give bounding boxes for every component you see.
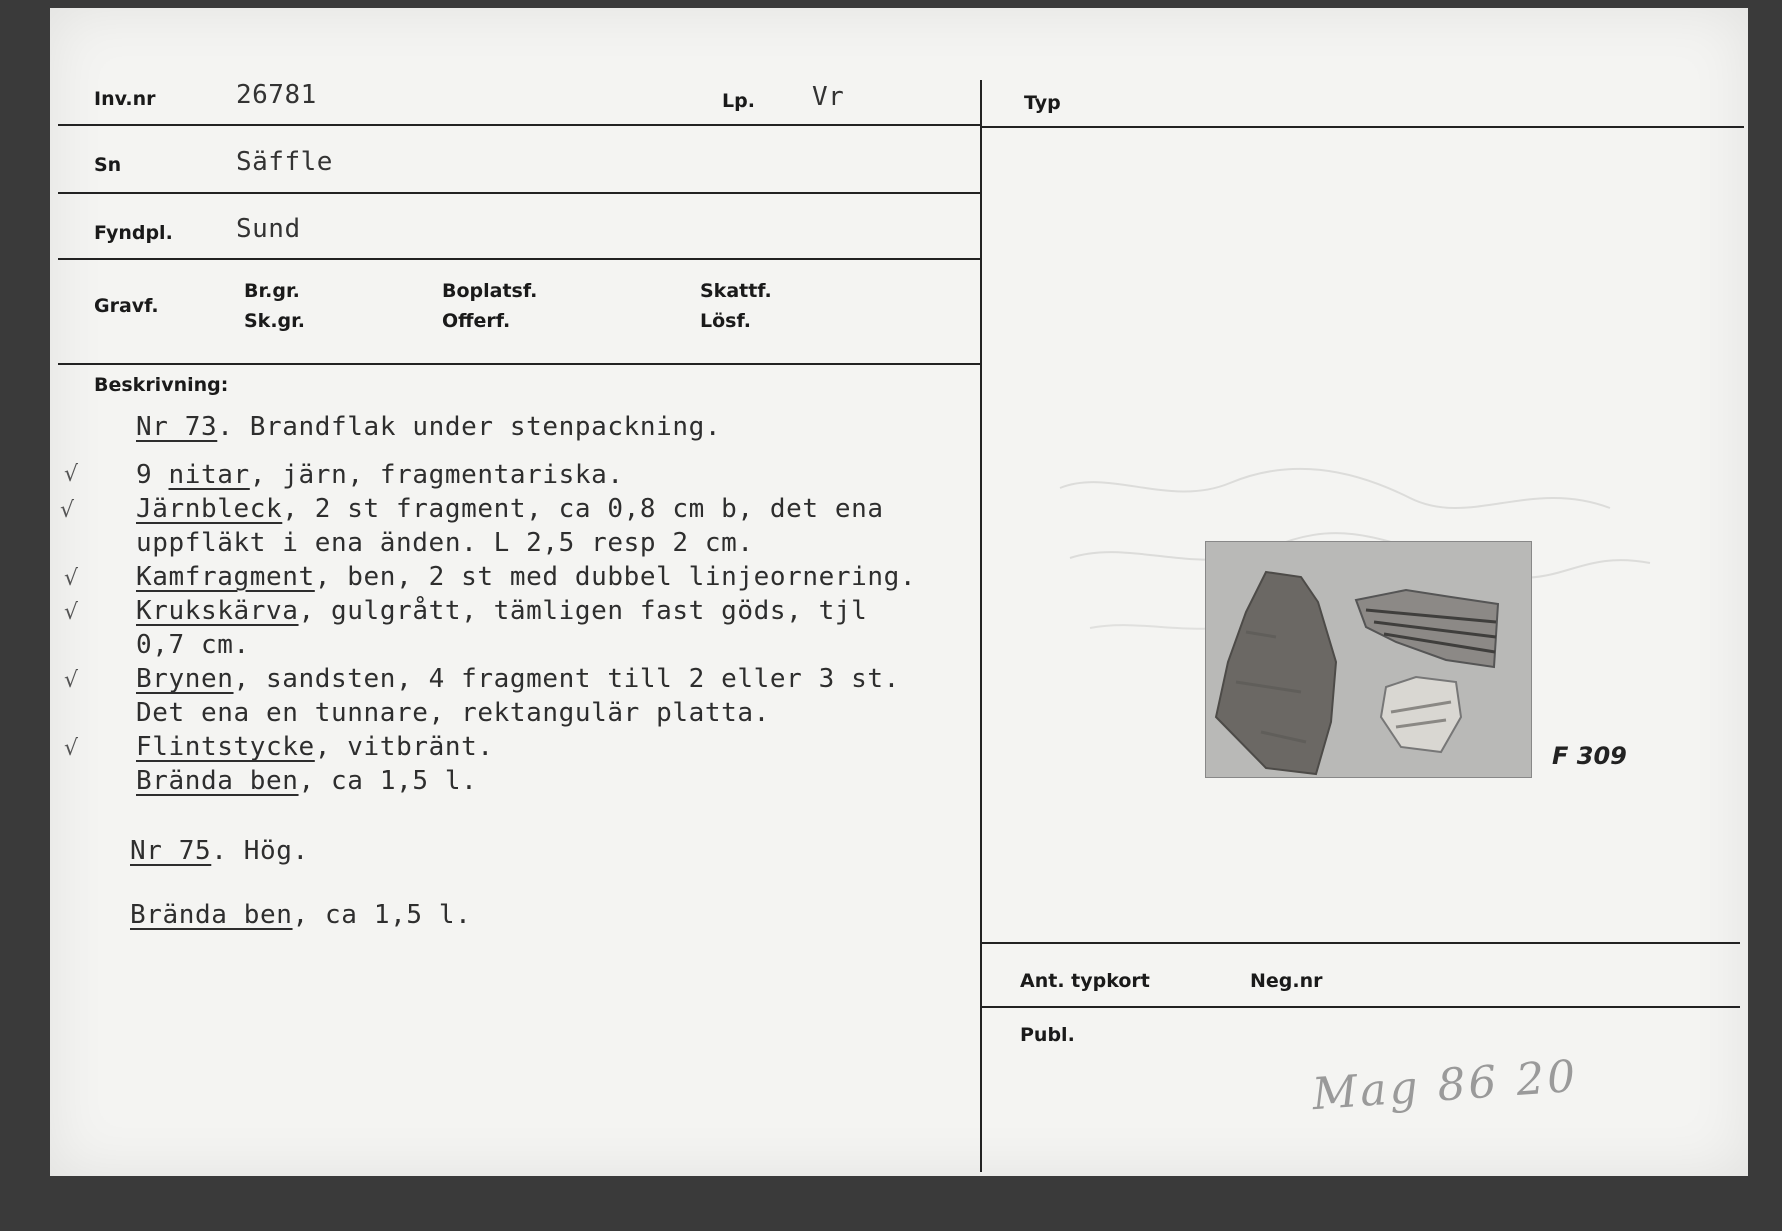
rule-inv	[58, 124, 980, 126]
check-mark: √	[64, 600, 79, 625]
photo-reference: F 309	[1552, 742, 1627, 770]
rule-typ	[982, 126, 1744, 128]
rule-sn	[58, 192, 980, 194]
description-line: Kamfragment, ben, 2 st med dubbel linjeornering.	[136, 562, 917, 592]
neg-nr-label: Neg.nr	[1250, 970, 1323, 992]
description-line: Nr 75. Hög.	[130, 836, 309, 866]
description-line: Nr 73. Brandflak under stenpackning.	[136, 412, 722, 442]
rule-fyndpl	[58, 258, 980, 260]
rule-ant-top	[982, 942, 1740, 944]
fyndpl-value: Sund	[236, 214, 301, 244]
description-line: Det ena en tunnare, rektangulär platta.	[136, 698, 770, 728]
offerf-label: Offerf.	[442, 310, 511, 332]
check-mark: √	[64, 736, 79, 761]
typ-label: Typ	[1024, 92, 1061, 114]
description-line: Brynen, sandsten, 4 fragment till 2 eller 3 st.	[136, 664, 900, 694]
description-line: uppfläkt i ena änden. L 2,5 resp 2 cm.	[136, 528, 754, 558]
lp-value: Vr	[812, 82, 845, 112]
check-mark: √	[64, 668, 79, 693]
sn-value: Säffle	[236, 147, 333, 177]
description-line: 9 nitar, järn, fragmentariska.	[136, 460, 624, 490]
artifact-photo-illustration	[1206, 542, 1531, 777]
sk-gr-label: Sk.gr.	[244, 310, 306, 332]
fyndpl-label: Fyndpl.	[94, 222, 173, 244]
catalog-card	[50, 8, 1748, 1176]
check-mark: √	[64, 566, 79, 591]
inv-nr-value: 26781	[236, 80, 317, 110]
nr75-heading: Nr 75	[130, 836, 212, 866]
publ-handwritten-note: Mag 86 20	[1310, 1050, 1580, 1121]
beskrivning-label: Beskrivning:	[94, 374, 229, 396]
inv-nr-label: Inv.nr	[94, 88, 156, 110]
description-line: Brända ben, ca 1,5 l.	[130, 900, 472, 930]
description-line: Järnbleck, 2 st fragment, ca 0,8 cm b, det ena	[136, 494, 884, 524]
check-mark: √	[60, 498, 75, 523]
lp-label: Lp.	[722, 90, 755, 112]
gravf-label: Gravf.	[94, 295, 159, 317]
boplatsf-label: Boplatsf.	[442, 280, 538, 302]
nr73-heading: Nr 73	[136, 412, 218, 442]
losf-label: Lösf.	[700, 310, 751, 332]
rule-gravf	[58, 363, 980, 365]
publ-label: Publ.	[1020, 1024, 1075, 1046]
description-line: 0,7 cm.	[136, 630, 250, 660]
rule-ant-bottom	[982, 1006, 1740, 1008]
description-line: Flintstycke, vitbränt.	[136, 732, 494, 762]
check-mark: √	[64, 462, 79, 487]
skattf-label: Skattf.	[700, 280, 772, 302]
sn-label: Sn	[94, 154, 122, 176]
column-divider	[980, 80, 982, 1172]
artifact-photo	[1205, 541, 1532, 778]
br-gr-label: Br.gr.	[244, 280, 300, 302]
ant-typkort-label: Ant. typkort	[1020, 970, 1150, 992]
description-line: Krukskärva, gulgrått, tämligen fast göds, tjl	[136, 596, 868, 626]
description-line: Brända ben, ca 1,5 l.	[136, 766, 478, 796]
